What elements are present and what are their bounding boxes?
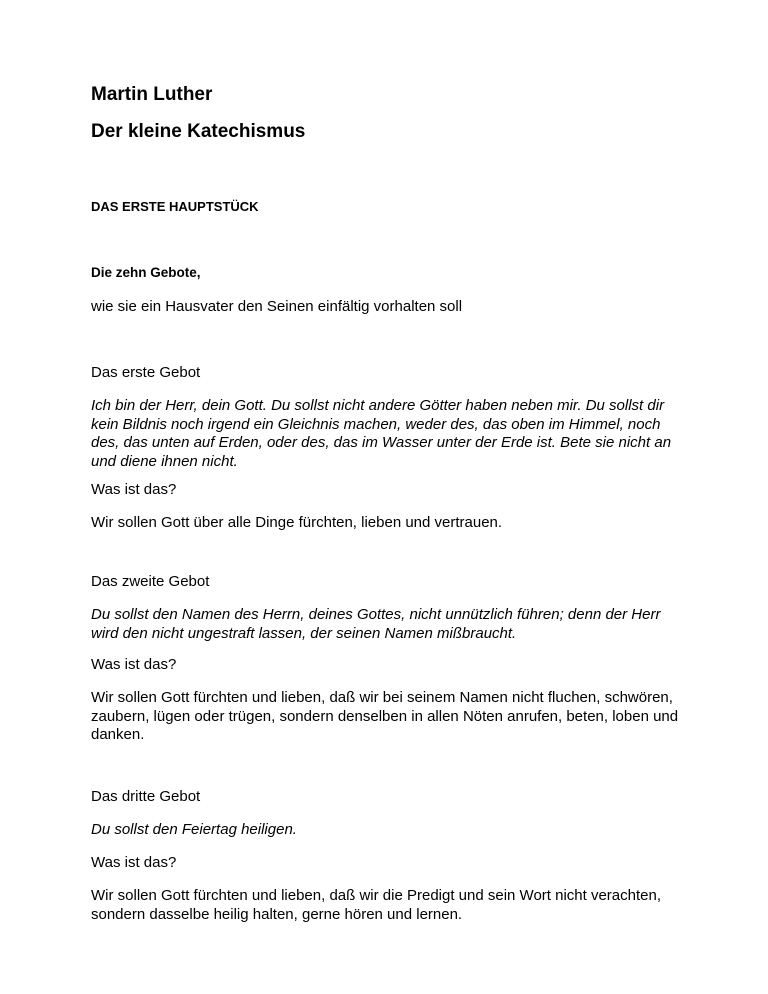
commandment-3-answer: Wir sollen Gott fürchten und lieben, daß wir die Predigt und sein Wort nicht verachten, sondern dasselbe heilig halten, gerne hören und lernen. — [91, 887, 662, 923]
document-title: Der kleine Katechismus — [91, 121, 306, 142]
commandment-1-heading: Das erste Gebot — [91, 364, 201, 381]
section-title: Die zehn Gebote, — [91, 265, 201, 280]
author-heading: Martin Luther — [91, 84, 213, 105]
commandment-1-answer: Wir sollen Gott über alle Dinge fürchten, lieben und vertrauen. — [91, 514, 503, 531]
commandment-1-text: Ich bin der Herr, dein Gott. Du sollst nicht andere Götter haben neben mir. Du sollst dir kein Bildnis noch irgend ein Gleichnis machen, weder des, das oben im Himmel, noch des, das unten auf Erden, oder des, das im Wasser unter der Erde ist. Bete sie nicht an und diene ihnen nicht. — [91, 397, 672, 470]
commandment-2-answer: Wir sollen Gott fürchten und lieben, daß wir bei seinem Namen nicht fluchen, schwören, zaubern, lügen oder trügen, sondern denselben in allen Nöten anrufen, beten, loben und danken. — [91, 689, 679, 743]
part-heading: DAS ERSTE HAUPTSTÜCK — [91, 199, 259, 214]
commandment-2-heading: Das zweite Gebot — [91, 573, 210, 590]
commandment-2-text: Du sollst den Namen des Herrn, deines Gottes, nicht unnützlich führen; denn der Herr wird den nicht ungestraft lassen, der seinen Namen mißbraucht. — [91, 606, 661, 642]
section-subtitle: wie sie ein Hausvater den Seinen einfältig vorhalten soll — [91, 298, 463, 315]
commandment-2-question: Was ist das? — [91, 656, 177, 673]
commandment-3-heading: Das dritte Gebot — [91, 788, 201, 805]
commandment-3-question: Was ist das? — [91, 854, 177, 871]
commandment-3-text: Du sollst den Feiertag heiligen. — [91, 821, 297, 838]
commandment-1-question: Was ist das? — [91, 481, 177, 498]
